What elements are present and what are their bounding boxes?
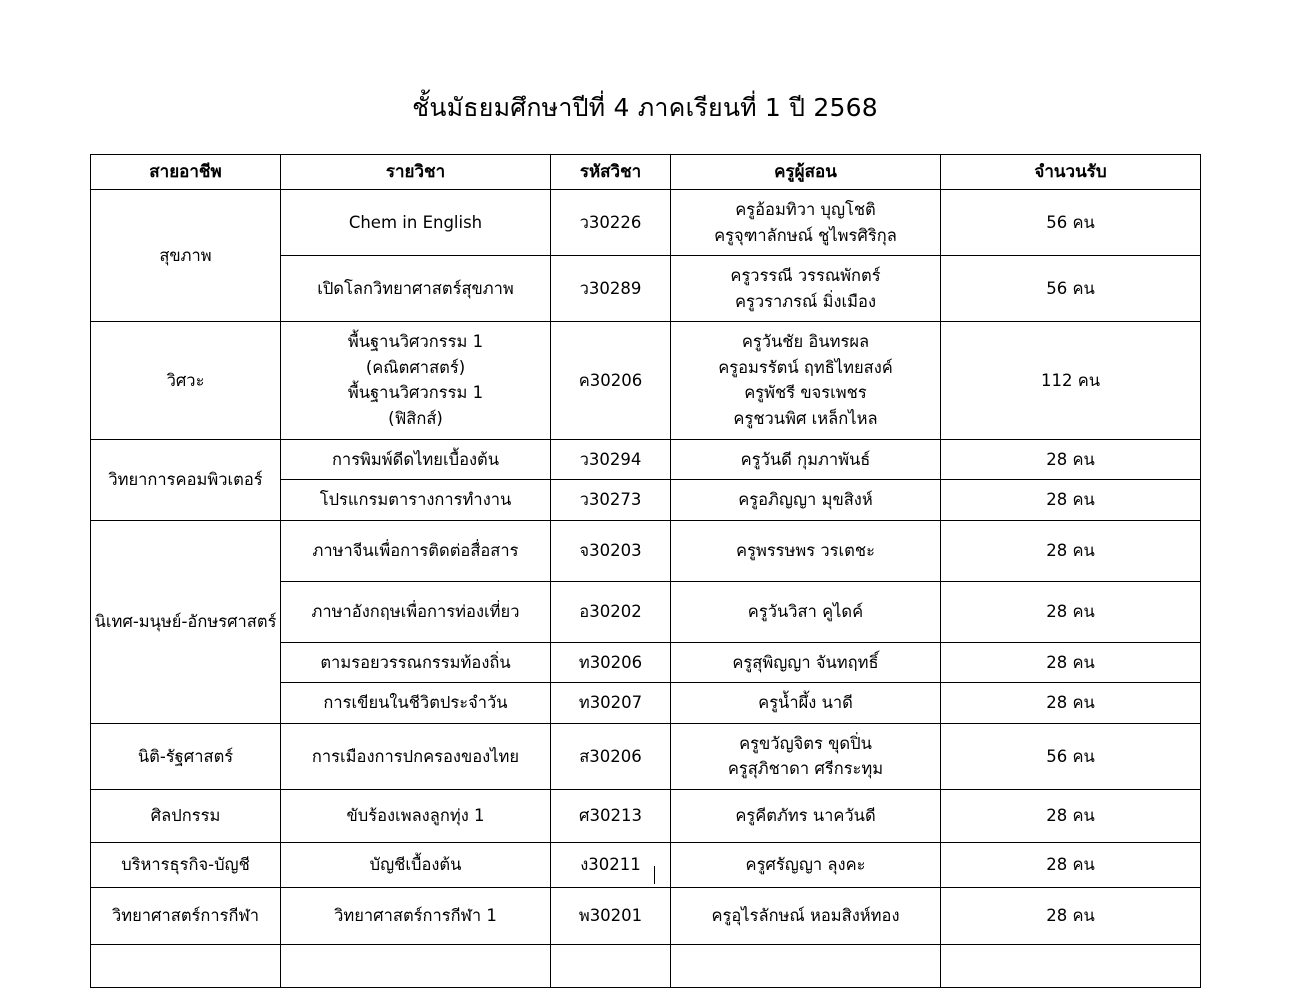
- cell-teacher: [671, 439, 941, 480]
- table-row: [91, 520, 1201, 581]
- cell-subject: [281, 789, 551, 842]
- cell-code: ท30206: [551, 642, 671, 683]
- table-row: [91, 190, 1201, 256]
- cell-subject: [281, 520, 551, 581]
- subject-subnote-2: (ฟิสิกส์): [388, 408, 443, 428]
- cell-quota: 28 คน: [941, 480, 1201, 521]
- teacher-name: ครูคีตภัทร นาควันดี: [735, 806, 876, 826]
- column-header-career: สายอาชีพ: [91, 155, 281, 190]
- subject-name: Chem in English: [348, 212, 483, 232]
- cell-subject: [281, 256, 551, 322]
- cell-quota: 28 คน: [941, 683, 1201, 724]
- teacher-name: ครูจุฑาลักษณ์ ชูไพรศิริกุล: [714, 225, 897, 245]
- cell-empty-subject: [281, 944, 551, 987]
- teacher-name: ครูวันวิสา คูไดค์: [747, 601, 864, 621]
- cell-code: ท30207: [551, 683, 671, 724]
- teacher-name: ครูศรัญญา ลุงคะ: [745, 855, 866, 875]
- cell-subject: [281, 642, 551, 683]
- teacher-name: ครูวรรณี วรรณพักตร์: [730, 266, 881, 286]
- column-header-code: รหัสวิชา: [551, 155, 671, 190]
- cell-career: ศิลปกรรม: [91, 789, 281, 842]
- teacher-name: ครูอภิญญา มุขสิงห์: [738, 490, 873, 510]
- cell-code: ว30226: [551, 190, 671, 256]
- table-row: [91, 439, 1201, 480]
- cell-code: ง30211: [551, 842, 671, 887]
- cell-code: ว30273: [551, 480, 671, 521]
- text-cursor: [654, 866, 655, 884]
- subject-name: ภาษาจีนเพื่อการติดต่อสื่อสาร: [312, 540, 519, 560]
- cell-code: พ30201: [551, 887, 671, 944]
- cell-empty-code: [551, 944, 671, 987]
- table-row: [91, 723, 1201, 789]
- cell-teacher: [671, 842, 941, 887]
- cell-subject: [281, 723, 551, 789]
- teacher-name: ครูอมรรัตน์ ฤทธิไทยสงค์: [718, 357, 893, 377]
- teacher-name: ครูวันดี กุมภาพันธ์: [740, 449, 871, 469]
- table-row: [91, 887, 1201, 944]
- teacher-name: ครูวราภรณ์ มิ่งเมือง: [735, 291, 876, 311]
- cell-quota: 28 คน: [941, 842, 1201, 887]
- subject-name: เปิดโลกวิทยาศาสตร์สุขภาพ: [317, 278, 514, 298]
- subject-name: ภาษาอังกฤษเพื่อการท่องเที่ยว: [311, 601, 520, 621]
- cell-subject: [281, 439, 551, 480]
- teacher-name: ครูสุภิชาดา ศรีกระทุม: [727, 759, 884, 779]
- subject-name: วิทยาศาสตร์การกีฬา 1: [334, 906, 497, 926]
- cell-teacher: [671, 190, 941, 256]
- cell-teacher: [671, 480, 941, 521]
- cell-teacher: [671, 642, 941, 683]
- subject-name: พื้นฐานวิศวกรรม 1: [347, 332, 484, 352]
- cell-career: วิศวะ: [91, 322, 281, 439]
- table-row: [91, 842, 1201, 887]
- table-row: [91, 789, 1201, 842]
- cell-teacher: [671, 789, 941, 842]
- cell-code: ว30289: [551, 256, 671, 322]
- teacher-name: ครูน้ำผึ้ง นาดี: [758, 693, 853, 713]
- cell-career: นิเทศ-มนุษย์-อักษรศาสตร์: [91, 520, 281, 723]
- subject-name: โปรแกรมตารางการทำงาน: [319, 490, 512, 510]
- table-row: [91, 322, 1201, 439]
- teacher-name: ครูชวนพิศ เหล็กไหล: [733, 408, 878, 428]
- page-title: ชั้นมัธยมศึกษาปีที่ 4 ภาคเรียนที่ 1 ปี 2568: [412, 93, 878, 122]
- cell-teacher: [671, 322, 941, 439]
- cell-code: จ30203: [551, 520, 671, 581]
- teacher-name: ครูวันชัย อินทรผล: [741, 332, 870, 352]
- column-header-subject: รายวิชา: [281, 155, 551, 190]
- subject-subnote: (คณิตศาสตร์): [365, 357, 466, 377]
- cell-quota: 28 คน: [941, 887, 1201, 944]
- teacher-name: ครูพัชรี ขจรเพชร: [744, 383, 867, 403]
- cell-teacher: [671, 256, 941, 322]
- teacher-name: ครูอ้อมทิวา บุญโชติ: [735, 200, 876, 219]
- schedule-table-wrapper: [90, 154, 1200, 988]
- cell-code: ส30206: [551, 723, 671, 789]
- subject-name: การเมืองการปกครองของไทย: [311, 746, 520, 766]
- cell-career: วิทยาการคอมพิวเตอร์: [91, 439, 281, 520]
- cell-quota: 28 คน: [941, 520, 1201, 581]
- cell-quota: 28 คน: [941, 789, 1201, 842]
- cell-teacher: [671, 581, 941, 642]
- subject-name: ตามรอยวรรณกรรมท้องถิ่น: [320, 652, 511, 672]
- subject-name: การพิมพ์ดีดไทยเบื้องต้น: [331, 449, 500, 469]
- cell-code: อ30202: [551, 581, 671, 642]
- column-header-teacher: ครูผู้สอน: [671, 155, 941, 190]
- teacher-name: ครูสุพิญญา จันทฤทธิ์: [732, 652, 879, 672]
- cell-subject: [281, 480, 551, 521]
- subject-name-2: พื้นฐานวิศวกรรม 1: [347, 383, 484, 403]
- cell-teacher: [671, 520, 941, 581]
- table-row-empty: [91, 944, 1201, 987]
- cell-code: ศ30213: [551, 789, 671, 842]
- cell-quota: 112 คน: [941, 322, 1201, 439]
- teacher-name: ครูพรรษพร วรเตชะ: [736, 540, 875, 560]
- cell-empty-quota: [941, 944, 1201, 987]
- cell-empty-teacher: [671, 944, 941, 987]
- cell-subject: [281, 683, 551, 724]
- cell-career: สุขภาพ: [91, 190, 281, 322]
- cell-subject: [281, 581, 551, 642]
- cell-subject: [281, 322, 551, 439]
- cell-teacher: [671, 683, 941, 724]
- cell-teacher: [671, 887, 941, 944]
- cell-code: ว30294: [551, 439, 671, 480]
- cell-quota: 28 คน: [941, 439, 1201, 480]
- course-schedule-table: [90, 154, 1201, 988]
- cell-code: ค30206: [551, 322, 671, 439]
- subject-name: การเขียนในชีวิตประจำวัน: [323, 693, 508, 713]
- cell-quota: 28 คน: [941, 642, 1201, 683]
- teacher-name: ครูอุไรลักษณ์ หอมสิงห์ทอง: [711, 906, 900, 926]
- subject-name: บัญชีเบื้องต้น: [369, 855, 462, 875]
- cell-subject: [281, 842, 551, 887]
- table-header-row: [91, 155, 1201, 190]
- cell-career: บริหารธุรกิจ-บัญชี: [91, 842, 281, 887]
- cell-career: วิทยาศาสตร์การกีฬา: [91, 887, 281, 944]
- cell-career: นิติ-รัฐศาสตร์: [91, 723, 281, 789]
- cell-subject: [281, 887, 551, 944]
- cell-teacher: [671, 723, 941, 789]
- subject-name: ขับร้องเพลงลูกทุ่ง 1: [346, 806, 485, 826]
- cell-subject: [281, 190, 551, 256]
- cell-empty-career: [91, 944, 281, 987]
- cell-quota: 56 คน: [941, 256, 1201, 322]
- cell-quota: 56 คน: [941, 190, 1201, 256]
- teacher-name: ครูขวัญจิตร ขุดปิ่น: [739, 733, 872, 753]
- cell-quota: 56 คน: [941, 723, 1201, 789]
- cell-quota: 28 คน: [941, 581, 1201, 642]
- column-header-quota: จำนวนรับ: [941, 155, 1201, 190]
